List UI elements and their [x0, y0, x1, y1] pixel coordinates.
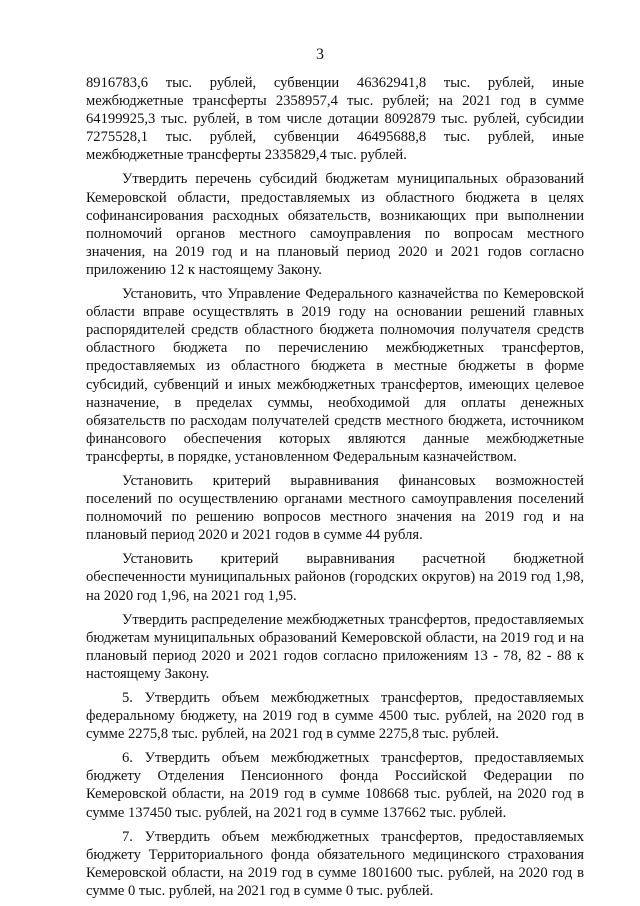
paragraph-settlements-criterion: Установить критерий выравнивания финансовых возможностей поселений по осуществлению органами местного самоуправления поселений полномочий по решению вопросов местного значения на 2019 год и на плановый период 2020 и 2021 годов в сумме 44 рубля. [86, 472, 584, 544]
paragraph-item-7: 7. Утвердить объем межбюджетных трансфертов, предоставляемых бюджету Территориального фонда обязательного медицинского страхования Кемеровской области, на 2019 год в сумме 1801600 тыс. рублей, на 2020 год в сумме 0 тыс. рублей, на 2021 год в сумме 0 тыс. рублей. [86, 828, 584, 899]
paragraph-treasury-authority: Установить, что Управление Федерального казначейства по Кемеровской области вправе осуществлять в 2019 году на основании решений главных распорядителей средств областного бюджета полномочия получателя средств областного бюджета по перечислению межбюджетных трансфертов, предоставляемых из областного бюджета в местные бюджеты в форме субсидий, субвенций и иных межбюджетных трансфертов, имеющих целевое назначение, в пределах суммы, необходимой для оплаты денежных обязательств по расходам получателей средств местного бюджета, источником финансового обеспечения которых являются данные межбюджетные трансферты, в порядке, установленном Федеральным казначейством. [86, 286, 584, 465]
paragraph-continuation: 8916783,6 тыс. рублей, субвенции 46362941,8 тыс. рублей, иные межбюджетные трансферты 2358957,4 тыс. рублей; на 2021 год в сумме 64199925,3 тыс. рублей, в том числе дотации 8092879 тыс. рублей, субсидии 7275528,1 тыс. рублей, субвенции 46495688,8 тыс. рублей, иные межбюджетные трансферты 2335829,4 тыс. рублей. [86, 75, 584, 164]
paragraph-transfers-distribution: Утвердить распределение межбюджетных трансфертов, предоставляемых бюджетам муниципальных образований Кемеровской области, на 2019 год и на плановый период 2020 и 2021 годов согласно приложениям 13 - 78, 82 - 88 к настоящему Закону. [86, 611, 584, 682]
page-number: 3 [316, 46, 324, 63]
paragraph-item-5: 5. Утвердить объем межбюджетных трансфертов, предоставляемых федеральному бюджету, на 2019 год в сумме 4500 тыс. рублей, на 2020 год в сумме 2275,8 тыс. рублей, на 2021 год в сумме 2275,8 тыс. рублей. [86, 690, 584, 743]
paragraph-item-6: 6. Утвердить объем межбюджетных трансфертов, предоставляемых бюджету Отделения Пенсионного фонда Российской Федерации по Кемеровской области, на 2019 год в сумме 108668 тыс. рублей, на 2020 год в сумме 137450 тыс. рублей, на 2021 год в сумме 137662 тыс. рублей. [86, 750, 584, 821]
document-body [86, 74, 584, 906]
paragraph-subsidies-list: Утвердить перечень субсидий бюджетам муниципальных образований Кемеровской области, предоставляемых из областного бюджета в целях софинансирования расходных обязательств, возникающих при выполнении полномочий органов местного самоуправления по вопросам местного значения, на 2019 год и на плановый период 2020 и 2021 годов согласно приложению 12 к настоящему Закону. [86, 171, 584, 278]
paragraph-districts-criterion: Установить критерий выравнивания расчетной бюджетной обеспеченности муниципальных районов (городских округов) на 2019 год 1,98, на 2020 год 1,96, на 2021 год 1,95. [86, 551, 584, 604]
